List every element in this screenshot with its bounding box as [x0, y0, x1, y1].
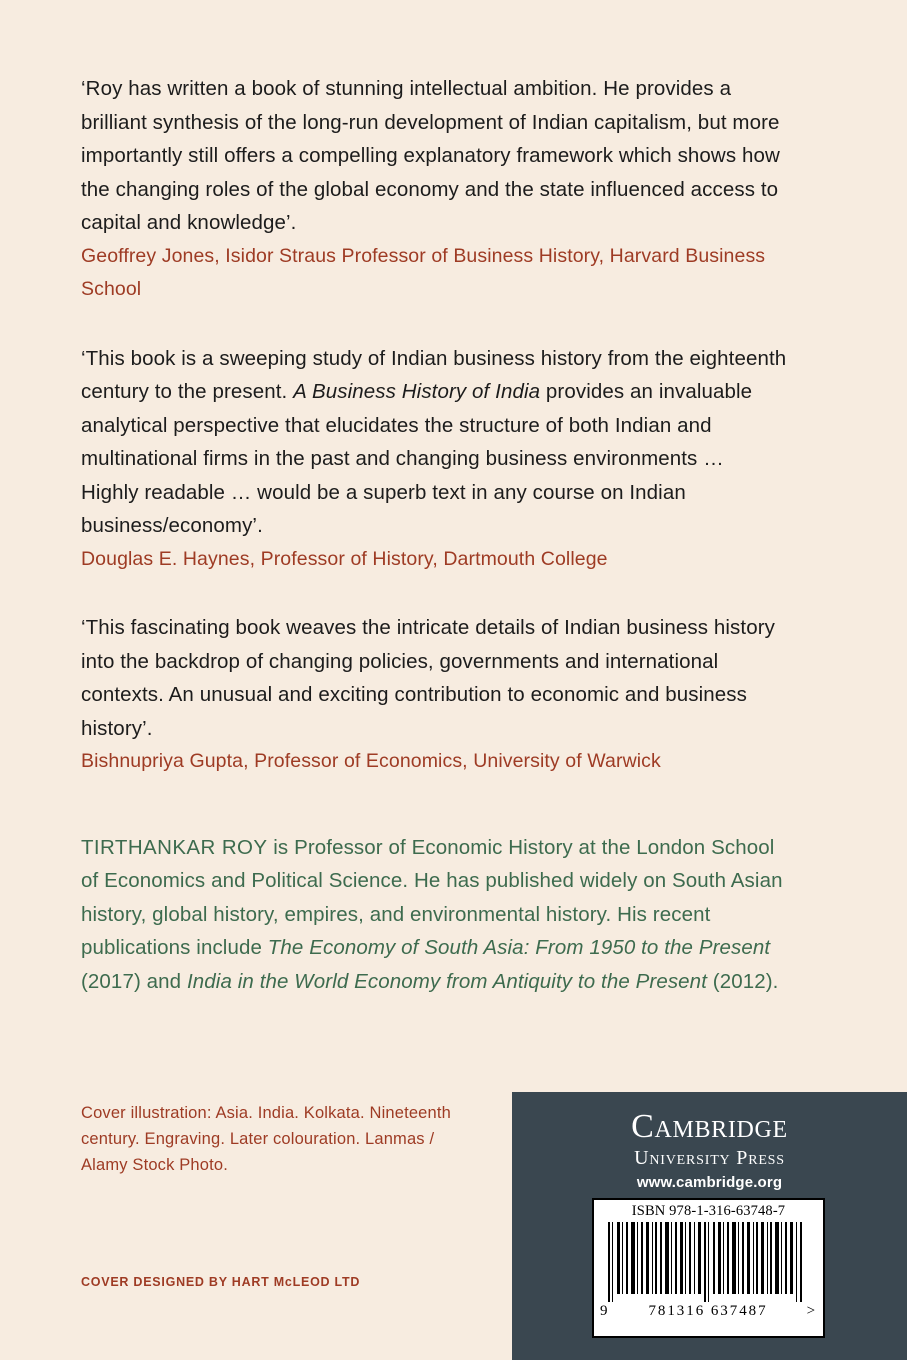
- barcode-bars-icon: [606, 1222, 811, 1302]
- author-bio: [81, 814, 787, 999]
- author-name: TIRTHANKAR ROY: [81, 835, 268, 859]
- blurb-2-quote-part2: provides an invaluable analytical perspective that elucidates the structure of both Indian and multinational firms in the past and changing business environments … Highly readable … would be a superb text in any course on Indian business/economy’.: [81, 380, 753, 537]
- blurb-3-quote: ‘This fascinating book weaves the intricate details of Indian business history into the backdrop of changing policies, governments and international contexts. An unusual and exciting contribution to economic and business history’.: [81, 616, 775, 740]
- cover-illustration-credit: Cover illustration: Asia. India. Kolkata. Nineteenth century. Engraving. Later colouration. Lanmas / Alamy Stock Photo.: [81, 1104, 451, 1174]
- blurb-2-attribution: Douglas E. Haynes, Professor of History, Dartmouth College: [81, 547, 608, 570]
- publisher-subtitle: University Press: [634, 1147, 785, 1169]
- isbn-text: ISBN 978-1-316-63748-7: [631, 1203, 786, 1219]
- blurb-2-quote-part1: ‘This book is a sweeping study of Indian business history from the eighteenth century to the present.: [81, 346, 787, 403]
- barcode-digits: [594, 1303, 823, 1319]
- blurb-1-attribution: Geoffrey Jones, Isidor Straus Professor of Business History, Harvard Business School: [81, 244, 766, 300]
- blurbs-section: [81, 72, 787, 998]
- blurb-2-quote: [81, 342, 787, 543]
- author-book-title-2: India in the World Economy from Antiquity to the Present: [186, 969, 707, 993]
- barcode-digit-mid: 781316 637487: [648, 1303, 768, 1319]
- author-bio-text-3: (2012).: [707, 969, 779, 993]
- cover-designer-credit: COVER DESIGNED BY HART McLEOD LTD: [81, 1275, 361, 1289]
- blurb-3-attribution: Bishnupriya Gupta, Professor of Economics, University of Warwick: [81, 750, 661, 772]
- barcode-digit-right: >: [806, 1303, 817, 1319]
- blurb-2: [81, 342, 787, 577]
- blurb-3: [81, 611, 787, 779]
- publisher-url: www.cambridge.org: [636, 1174, 783, 1191]
- blurb-1-quote: ‘Roy has written a book of stunning intellectual ambition. He provides a brilliant synthesis of the long-run development of Indian capitalism, but more importantly still offers a compelling explanatory framework which shows how the changing roles of the global economy and the state influenced access to capital and knowledge’.: [81, 77, 780, 234]
- author-book-title-1: The Economy of South Asia: From 1950 to the Present: [267, 936, 771, 959]
- blurb-2-book-title: A Business History of India: [293, 380, 541, 403]
- publisher-name: Cambridge: [631, 1108, 788, 1145]
- author-bio-text-1: is Professor of Economic History at the London School of Economics and Political Science. He has published widely on South Asian history, global history, empires, and environmental history. His recent publications include: [81, 835, 783, 959]
- blurb-1: [81, 72, 787, 307]
- publisher-block: [512, 1092, 907, 1360]
- barcode-digit-left: 9: [600, 1303, 610, 1319]
- barcode: [592, 1198, 825, 1338]
- author-bio-text-2: (2017) and: [81, 969, 187, 993]
